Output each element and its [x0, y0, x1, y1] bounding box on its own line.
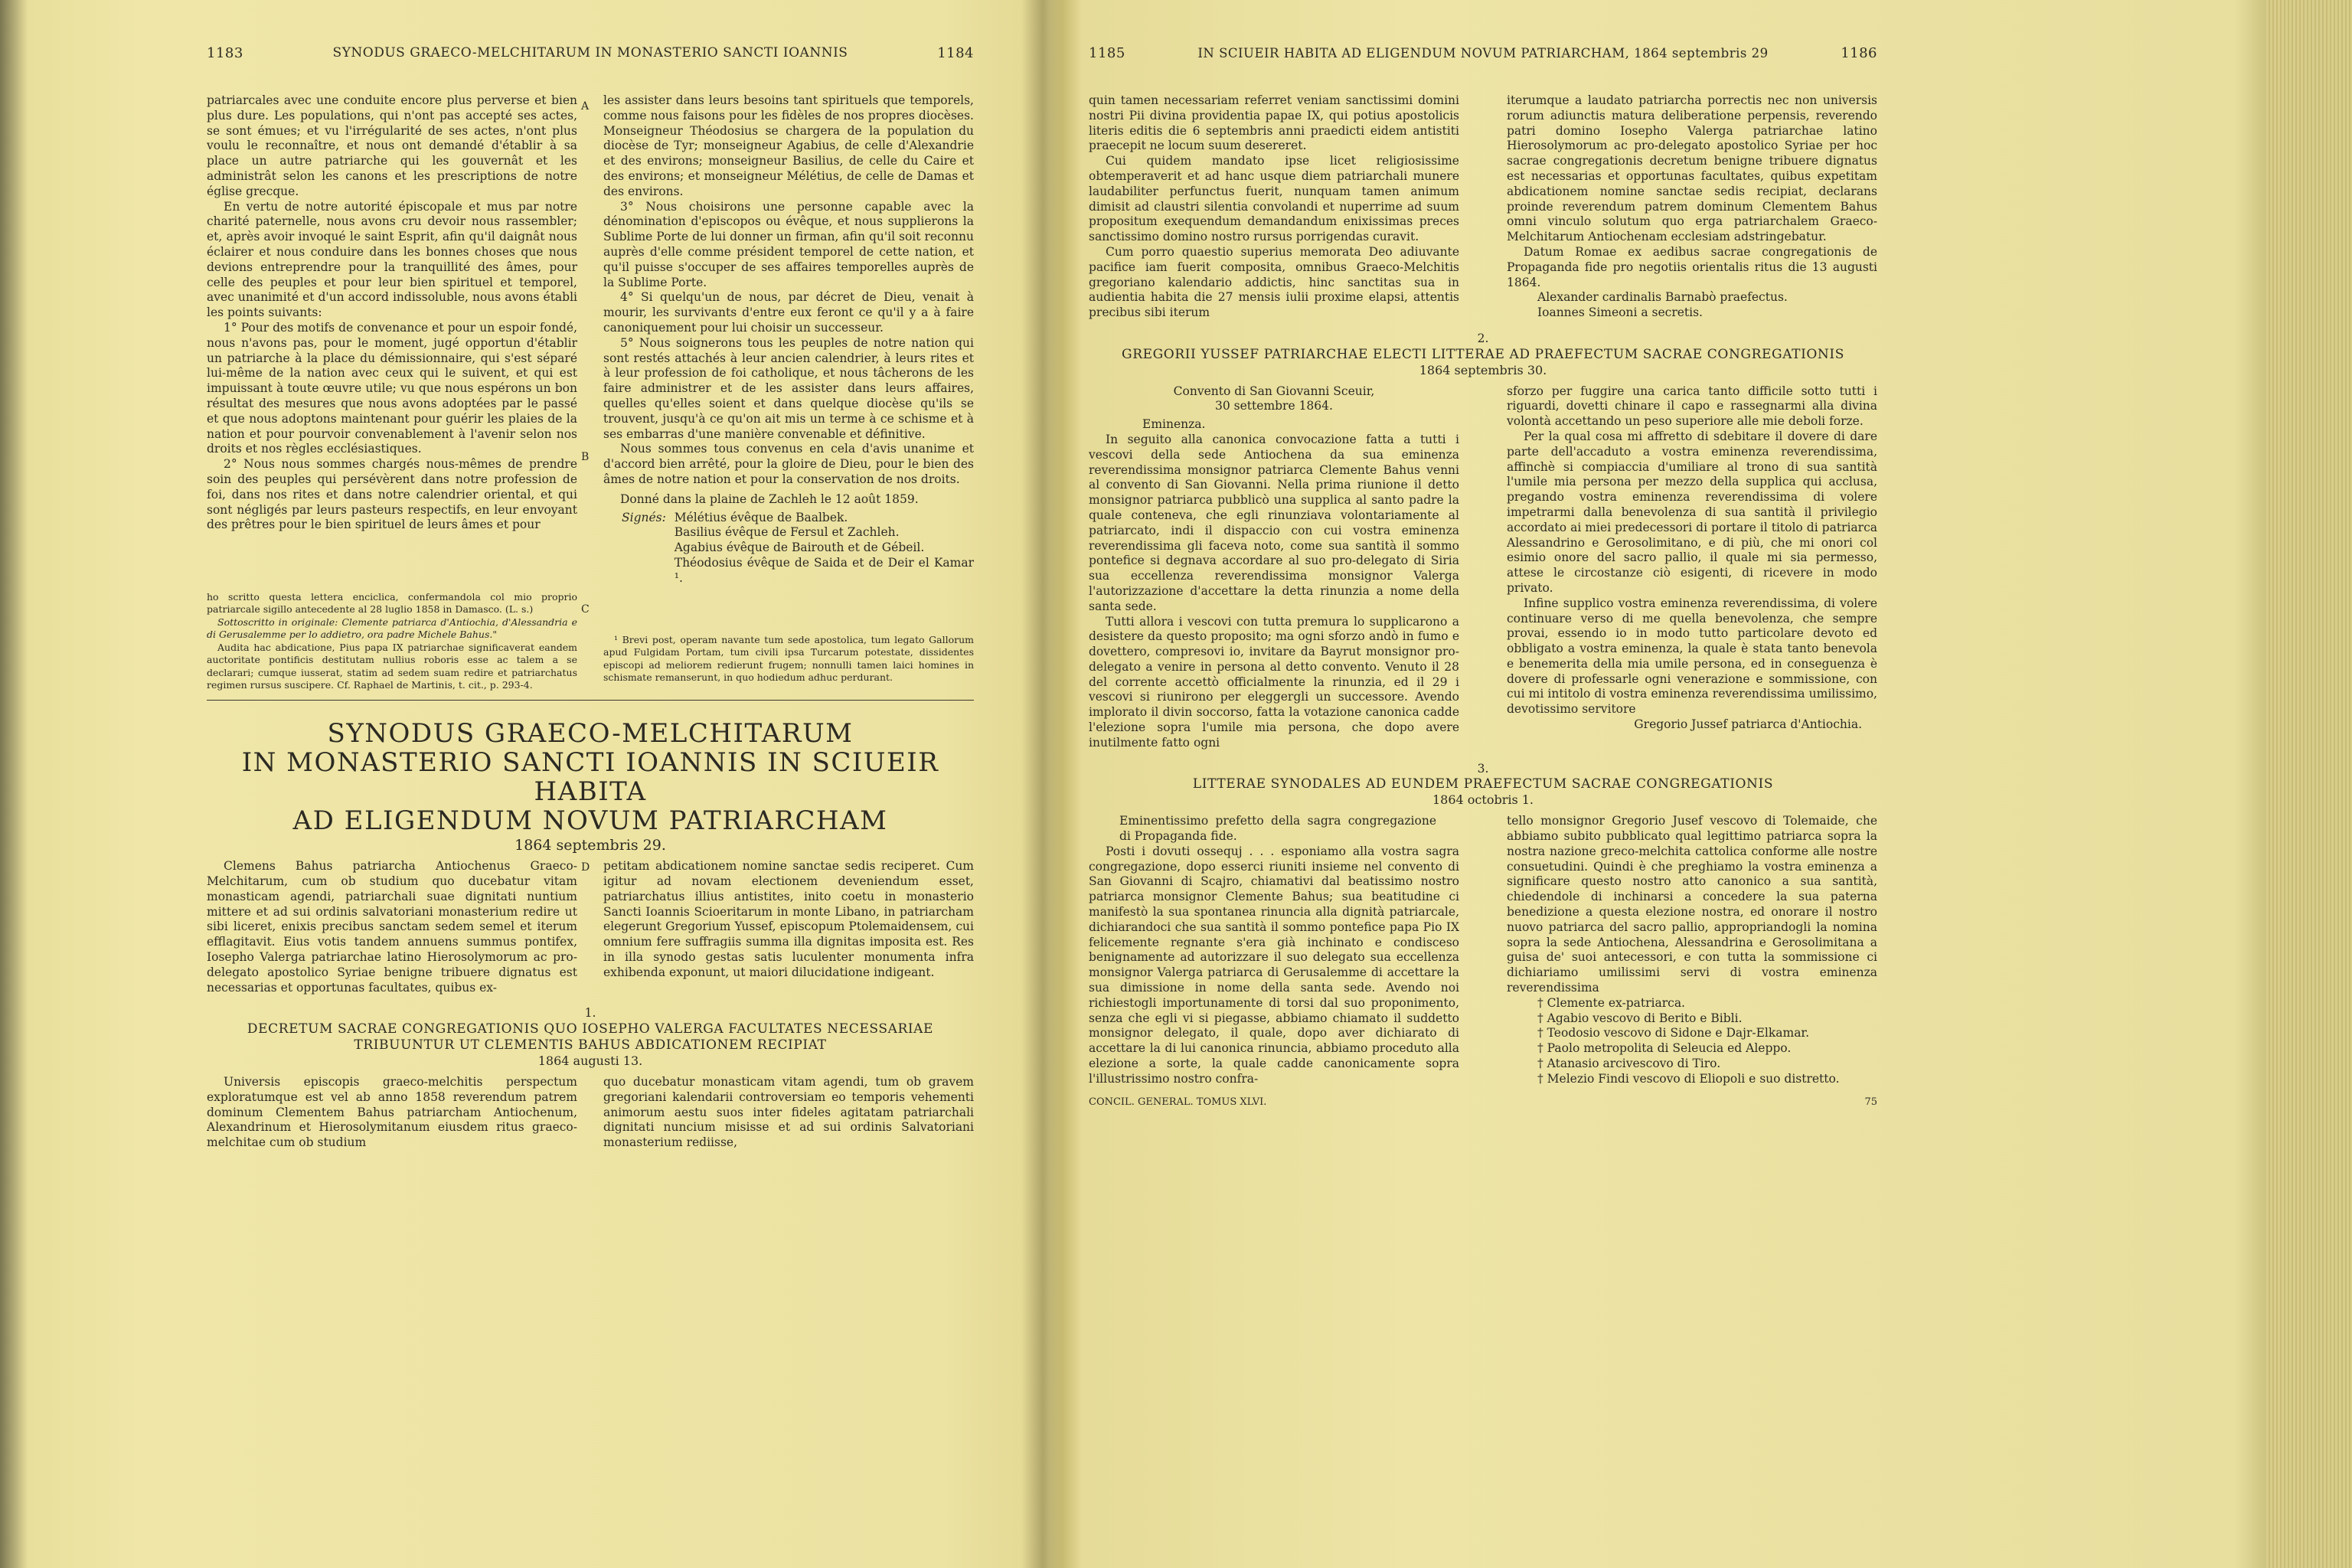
- page-footer: [1089, 1095, 1877, 1110]
- paragraph: 3° Nous choisirons une personne capable avec la dénomination d'episcopos ou évêque, et nous supplierons la Sublime Porte de lui donner un firman, afin qu'il soit reconnu auprès d'elle comme président temporel de cette nation, et qu'il puisse s'occuper de ses affaires temporelles auprès de la Sublime Porte.: [603, 199, 974, 289]
- paragraph: petitam abdicationem nomine sanctae sedis reciperet. Cum igitur ad novam electionem deveniendum esset, patriarchatus illius antistites, inito coetu in monasterio Sancti Ioannis Scioeritarum in monte Libano, in patriarcham elegerunt Gregorium Yussef, episcopum Ptolemaidensem, cui omnium fere suffragiis summa illa dignitas imposita est. Res in illa synodo gestas satis luculenter monumenta infra exhibenda exponunt, ut maiori dilucidatione indigeant.: [603, 859, 974, 979]
- section-date-1: 1864 augusti 13.: [537, 1054, 643, 1069]
- signatory-list: [675, 511, 974, 586]
- section-title-1: DECRETUM SACRAE CONGREGATIONIS QUO IOSEPHO VALERGA FACULTATES NECESSARIAE TRIBUUNTUR UT CLEMENTIS BAHUS ABDICATIONEM RECIPIAT: [247, 1021, 934, 1054]
- gathering-number: 75: [1864, 1096, 1877, 1108]
- paragraph: Tutti allora i vescovi con tutta premura lo supplicarono a desistere da questo proposito; ma ogni sforzo andò in fumo e dovettero, compresovi io, invitare da Bayrut monsignor pro-delegato a venire in persona al detto convento. Venuto il 28 del corrente accettò officialmente la rinunzia, ed il 29 i vescovi si riunirono per eleggergli un successore. Avendo implorato il divin soccorso, fatta la votazione canonica cadde l'elezione sopra l'umile mia persona, che dopo avere inutilmente fatto ogni: [1089, 614, 1459, 750]
- section-title-3: LITTERAE SYNODALES AD EUNDEM PRAEFECTUM SACRAE CONGREGATIONIS: [1192, 776, 1774, 792]
- synodal-col-1: [1089, 814, 1459, 1086]
- bishop-signature: † Clemente ex-patriarca.: [1537, 995, 1685, 1010]
- left-mid-columns: [207, 859, 974, 995]
- signatory: Théodosius évêque de Saida et de Deir el Kamar ¹.: [674, 555, 974, 585]
- letter-place-date: 30 settembre 1864.: [1215, 399, 1333, 413]
- letter-signature: Gregorio Jussef patriarca d'Antiochia.: [1634, 717, 1862, 732]
- bishop-signature: † Paolo metropolita di Seleucia ed Aleppo.: [1537, 1041, 1792, 1056]
- left-col-1: [207, 93, 577, 586]
- letter-col-2: [1507, 384, 1877, 751]
- synod-title-line-1: SYNODUS GRAECO-MELCHITARUM: [327, 717, 854, 749]
- paragraph: Datum Romae ex aedibus sacrae congregationis de Propaganda fide pro negotiis orientalis ritus die 13 augusti 1864.: [1507, 244, 1877, 289]
- paragraph: In seguito alla canonica convocazione fatta a tutti i vescovi della sede Antiochena da sua eminenza reverendissima monsignor patriarca Clemente Bahus venni al convento di San Giovanni. Nella prima riunione il detto monsignor patriarca pubblicò una supplica al santo padre la quale conteneva, che egli rinunziava volontariamente al patriarcato, indi il dispaccio con cui vostra eminenza reverendissima gli faceva noto, come sua santità il sommo pontefice si degnava accordare al suo pro-delegato di Siria sua eccellenza reverendissima monsignor Valerga l'autorizzazione d'accettare la detta rinunzia a nome della santa sede.: [1089, 432, 1459, 613]
- paragraph: En vertu de notre autorité épiscopale et mus par notre charité paternelle, nous avons cru devoir nous rassembler; et, après avoir invoqué le saint Esprit, afin qu'il daignât nous éclairer et nous conduire dans les bonnes choses que nous devions entreprendre pour la tranquillité des âmes, pour celle des peuples et pour leur bien spirituel et temporel, avec unanimité et d'un accord indissoluble, nous avons établi les points suivants:: [207, 199, 577, 320]
- letter-salutation: Eminenza.: [1142, 417, 1206, 432]
- paragraph: Cum porro quaestio superius memorata Deo adiuvante pacifice iam fuerit composita, omnibus Graeco-Melchitis gregoriano kalendario addictis, hinc sanctitas sua in audientia habita die 27 mensis iulii proxime elapsi, attentis precibus sibi iterum: [1089, 244, 1459, 320]
- bishop-signatures: [1507, 996, 1877, 1087]
- signatory: Basilius évêque de Fersul et Zachleh.: [674, 525, 900, 540]
- paragraph: 4° Si quelqu'un de nous, par décret de Dieu, venait à mourir, les survivants d'entre eux feront ce qu'il y a à faire canoniquement pour lui choisir un successeur.: [603, 290, 974, 335]
- paragraph: iterumque a laudato patriarcha porrectis nec non universis rorum adiunctis matura deliberatione perpensis, reverendo patri domino Iosepho Valerga patriarchae latino Hierosolymorum ac pro-delegato apostolico Syriae per hoc sacrae congregationis decretum benigne tribuere dignatus est necessarias et opportunas facultates, quibus expetitam abdicationem nomine sanctae sedis recipiat, declarans proinde reverendum patrem dominum Clementem Bahus omni vinculo solutum quo erga patriarchalem Graeco-Melchitarum Antiochenam ecclesiam adstringebatur.: [1507, 93, 1877, 244]
- footnote: ¹ Brevi post, operam navante tum sede apostolica, tum legato Gallorum apud Fulgidam Portam, tum civili ipsa Turcarum potestate, dissidentes episcopi ad meliorem redierunt frugem; nonnulli tamen laici homines in schismate remanserunt, in quo hodiedum adhuc perdurant.: [603, 633, 974, 683]
- page-number-1186: 1186: [1841, 45, 1877, 61]
- paragraph: les assister dans leurs besoins tant spirituels que temporels, comme nous faisons pour les fidèles de nos propres diocèses. Monseigneur Théodosius se chargera de la population du diocèse de Tyr; monseigneur Agabius, de celle d'Alexandrie et des environs; monseigneur Basilius, de celle du Caire et des environs; et monseigneur Mélétius, de celle de Damas et des environs.: [603, 93, 974, 198]
- left-running-title: SYNODUS GRAECO-MELCHITARUM IN MONASTERIO SANCTI IOANNIS: [332, 45, 848, 60]
- book-spine-gutter: [1021, 0, 1064, 1568]
- volume-signature: CONCIL. GENERAL. TOMUS XLVI.: [1089, 1096, 1267, 1108]
- left-col-2: [603, 93, 974, 586]
- letter-columns: [1089, 384, 1877, 751]
- right-top-columns: [1089, 93, 1877, 321]
- section-date-3: 1864 octobris 1.: [1432, 792, 1534, 808]
- signatories-block: [603, 511, 974, 586]
- synod-title-line-2: IN MONASTERIO SANCTI IOANNIS IN SCIUEIR HABITA: [241, 746, 939, 807]
- synod-date: 1864 septembris 29.: [514, 836, 666, 854]
- margin-marker-c: C: [581, 603, 590, 616]
- right-page: [1089, 46, 1877, 1109]
- section-divider: [207, 700, 974, 701]
- margin-marker-a: A: [581, 100, 590, 113]
- paragraph: sforzo per fuggire una carica tanto difficile sotto tutti i riguardi, dovetti chinare il capo e rassegnarmi alla divina volontà accettando un peso superiore alle mie deboli forze.: [1507, 384, 1877, 429]
- paragraph: patriarcales avec une conduite encore plus perverse et bien plus dure. Les populations, qui n'ont pas accepté ses actes, se sont émues; et vu l'irrégularité de ses actes, n'ont plus voulu le reconnaître, et nous ont demandé d'établir à sa place un autre patriarche qui les gouvernât et les administrât selon les canons et les prescriptions de notre église grecque.: [207, 93, 577, 198]
- date-line: Donné dans la plaine de Zachleh le 12 août 1859.: [620, 492, 919, 506]
- synodal-col-2: [1507, 814, 1877, 1086]
- letter-place: Convento di San Giovanni Sceuir,: [1173, 384, 1375, 398]
- signature-block-1: [1507, 290, 1877, 321]
- synod-title: [207, 719, 974, 835]
- left-bottom-columns: [207, 1075, 974, 1151]
- page-number-1183: 1183: [207, 45, 243, 61]
- synod-title-line-3: AD ELIGENDUM NOVUM PATRIARCHAM: [292, 805, 888, 836]
- left-footnotes: [207, 591, 974, 692]
- section-title-2: GREGORII YUSSEF PATRIARCHAE ELECTI LITTERAE AD PRAEFECTUM SACRAE CONGREGATIONIS: [1122, 346, 1844, 362]
- signature-line: Ioannes Simeoni a secretis.: [1537, 305, 1703, 320]
- footnote: ho scritto questa lettera enciclica, confermandola col mio proprio patriarcale sigillo antecedente al 28 luglio 1858 in Damasco. (L. s.): [207, 590, 577, 615]
- footnote: Sottoscritto in originale: Clemente patriarca d'Antiochia, d'Alessandria e di Gerusalemme per lo addietro, ora padre Michele Bahus.": [207, 616, 577, 640]
- left-top-columns: [207, 93, 974, 586]
- signatory: Mélétius évêque de Baalbek.: [674, 510, 848, 524]
- bishop-signature: † Teodosio vescovo di Sidone e Dajr-Elkamar.: [1537, 1026, 1810, 1040]
- footnote-col-1: [207, 591, 577, 692]
- right-col-2: [1507, 93, 1877, 321]
- paragraph: Cui quidem mandato ipse licet religiosissime obtemperaverit et ad hanc usque diem patriarchali munere laudabiliter perfunctus fuerit, nunquam tamen animum dimisit ad claustri silentia convolandi et nuperrime ad suum propositum exequendum demandandum enixissimas preces sanctissimo domino nostro rursus porrigendas curavit.: [1089, 154, 1459, 244]
- paragraph: Posti i dovuti ossequj . . . esponiamo alla vostra sagra congregazione, dopo esserci riuniti insieme nel convento di San Giovanni di Scajro, chiamativi dal beatissimo nostro patriarca monsignor Clemente Bahus; sua beatitudine ci manifestò la sua spontanea rinuncia alla dignità patriarcale, dichiarandoci che sua santità il sommo pontefice papa Pio IX felicemente regnante s'era già inchinato e condisceso benignamente ad autorizzare il suo delegato sua eccellenza monsignor Valerga patriarca di Gerusalemme di accettare la sua dimissione in nome della santa sede. Avendo noi richiestogli importunamente di torsi dal suo proponimento, senza che egli vi si piegasse, abbiamo chiamato il suddetto monsignor delegato, il quale, dopo aver dichiarato di accettare la di lui canonica rinuncia, abbiamo proceduto alla elezione a sorte, la quale cadde canonicamente sopra l'illustrissimo nostro confra-: [1089, 844, 1459, 1086]
- section-number-3: 3.: [1477, 761, 1489, 776]
- paragraph: 1° Pour des motifs de convenance et pour un espoir fondé, nous n'avons pas, pour le moment, jugé opportun d'établir un patriarche à la place du démissionnaire, qui s'est séparé lui-même de la nation avec ceux qui le suivent, et qui est impuissant à toute œuvre utile; vu que nous espérons un bon résultat des mesures que nous avons adoptées par le passé et que nous adoptons maintenant pour guérir les plaies de la nation et pour pourvoir convenablement à l'avenir selon nos droits et nos règles ecclésiastiques.: [207, 320, 577, 456]
- paragraph: quin tamen necessariam referret veniam sanctissimi domini nostri Pii divina providentia papae IX, qui potius apostolicis literis editis die 6 septembris anni praedicti eidem antistiti praecepit ne locum suum desereret.: [1089, 93, 1459, 153]
- margin-marker-d: D: [581, 861, 590, 874]
- paragraph: Infine supplico vostra eminenza reverendissima, di volere continuare verso di me quella benevolenza, che sempre provai, essendo io in modo tutto particolare devoto ed obbligato a vostra eminenza, la quale è stata tanto benevola e benemerita della mia umile persona, ed in conseguenza è dovere di professarle ogni venerazione e sommissione, con cui mi intitolo di vostra eminenza reverendissima umilissimo, devotissimo servitore: [1507, 596, 1877, 717]
- right-running-head: [1089, 46, 1877, 69]
- letter-col-1: [1089, 384, 1459, 751]
- signature-line: Alexander cardinalis Barnabò praefectus.: [1537, 290, 1788, 305]
- intro-col-2: [603, 859, 974, 995]
- decree-col-2: [603, 1075, 974, 1151]
- left-page: [207, 46, 974, 1151]
- section-date-2: 1864 septembris 30.: [1419, 362, 1547, 377]
- decree-col-1: [207, 1075, 577, 1151]
- right-running-title: IN SCIUEIR HABITA AD ELIGENDUM NOVUM PATRIARCHAM, 1864 septembris 29: [1197, 46, 1769, 60]
- intro-col-1: [207, 859, 577, 995]
- page-number-1184: 1184: [937, 45, 974, 61]
- page-number-1185: 1185: [1089, 45, 1125, 61]
- footnote-col-2: [603, 591, 974, 692]
- bishop-signature: † Melezio Findi vescovo di Eliopoli e suo distretto.: [1537, 1071, 1840, 1086]
- paragraph: 5° Nous soignerons tous les peuples de notre nation qui sont restés attachés à leur ancien calendrier, à leurs rites et à leur profession de foi catholique, et nous tâcherons de les faire administrer et de les assister dans leurs affaires, quelles qu'elles soient et dans quelque diocèse qu'ils se trouvent, jusqu'à ce qu'on ait mis un terme à ce schisme et à ses embarras d'une manière convenable et définitive.: [603, 335, 974, 441]
- signes-label: Signés:: [622, 510, 666, 524]
- paragraph: Nous sommes tous convenus en cela d'avis unanime et d'accord bien arrêté, pour la gloire de Dieu, pour le bien des âmes de notre nation et pour la conservation de nos droits.: [603, 442, 974, 486]
- left-running-head: [207, 46, 974, 69]
- section-number-2: 2.: [1477, 331, 1489, 345]
- paragraph: 2° Nous nous sommes chargés nous-mêmes de prendre soin des peuples qui persévèrent dans notre profession de foi, dans nos rites et dans notre calendrier oriental, et qui sont négligés par leurs pasteurs respectifs, en leur envoyant des prêtres pour le bien spirituel de leurs âmes et pour: [207, 457, 577, 532]
- bishop-signature: † Atanasio arcivescovo di Tiro.: [1537, 1057, 1721, 1071]
- synodal-columns: [1089, 814, 1877, 1086]
- paragraph: quo ducebatur monasticam vitam agendi, tum ob gravem gregoriani kalendarii controversiam eo temporis vehementi animorum aestu suos inter fideles agitatam patriarchali dignitati nuncium misisse et ad sui ordinis Salvatoriani monasterium rediisse,: [603, 1075, 974, 1150]
- signatory: Agabius évêque de Bairouth et de Gébeil.: [674, 541, 925, 555]
- right-col-1: [1089, 93, 1459, 321]
- paragraph: tello monsignor Gregorio Jusef vescovo di Tolemaide, che abbiamo subito pubblicato qual legittimo patriarca sopra la nostra nazione greco-melchita cattolica conforme alle nostre consuetudini. Quindi è che preghiamo la vostra eminenza a significare questo nostro atto canonico a sua santità, chiedendole di inchinarsi a concedere la sua paterna benedizione a questa elezione nostra, ed onorare il nostro nuovo patriarca del sacro pallio, appropriandogli la nomina sopra la sede Antiochena, Alessandrina e Gerosolimitana a guisa de' suoi antecessori, e con tutta la sommissione ci dichiariamo umilissimi servi di vostra eminenza reverendissima: [1507, 814, 1877, 995]
- footnote: Audita hac abdicatione, Pius papa IX patriarchae significaverat eandem auctoritate pontificis destitutam nullius roboris esse ac talem a se declarari; cumque iusserat, statim ad sedem suam redire et patriarchatus regimen rursus suscipere. Cf. Raphael de Martinis, t. cit., p. 293-4.: [207, 641, 577, 691]
- section-number-1: 1.: [584, 1006, 596, 1021]
- paragraph: Per la qual cosa mi affretto di sdebitare il dovere di dare parte dell'accaduto a vostra eminenza reverendissima, affinchè si compiaccia d'umiliare al trono di sua santità l'umile mia persona per mezzo della supplica qui acclusa, pregando vostra eminenza reverendissima di volere impetrarmi dalla benevolenza di sua santità il privilegio accordato ai miei predecessori di portare il titolo di patriarca Alessandrino e Gerosolimitano, e di più, che mi onori col esimio onore del sacro pallio, il quale mi sia permesso, attese le circostanze ciò esigenti, di ricevere in modo privato.: [1507, 429, 1877, 595]
- paragraph: Universis episcopis graeco-melchitis perspectum exploratumque est vel ab anno 1858 reverendum patrem dominum Clementem Bahus patriarcham Antiochenum, Alexandrinum et Hierosolymitanum eiusdem ritus graeco-melchitae cum ob studium: [207, 1075, 577, 1150]
- paragraph: Clemens Bahus patriarcha Antiochenus Graeco-Melchitarum, cum ob studium quo ducebatur vitam monasticam agendi, patriarchali suae dignitati nuntium mittere et ad sui ordinis salvatoriani monasterium redire ut sibi liceret, enixis precibus sanctam sedem semel et iterum efflagitavit. Eius votis tandem annuens summus pontifex, Iosepho Valerga patriarchae latino Hierosolymorum ac pro-delegato apostolico Syriae benigne tribuere dignatus est necessarias et opportunas facultates, quibus ex-: [207, 859, 577, 995]
- bishop-signature: † Agabio vescovo di Berito e Bibli.: [1537, 1011, 1743, 1025]
- synodal-salutation: Eminentissimo prefetto della sagra congregazione di Propaganda fide.: [1119, 814, 1436, 844]
- margin-marker-b: B: [581, 451, 590, 463]
- page-edges: [2266, 0, 2352, 1568]
